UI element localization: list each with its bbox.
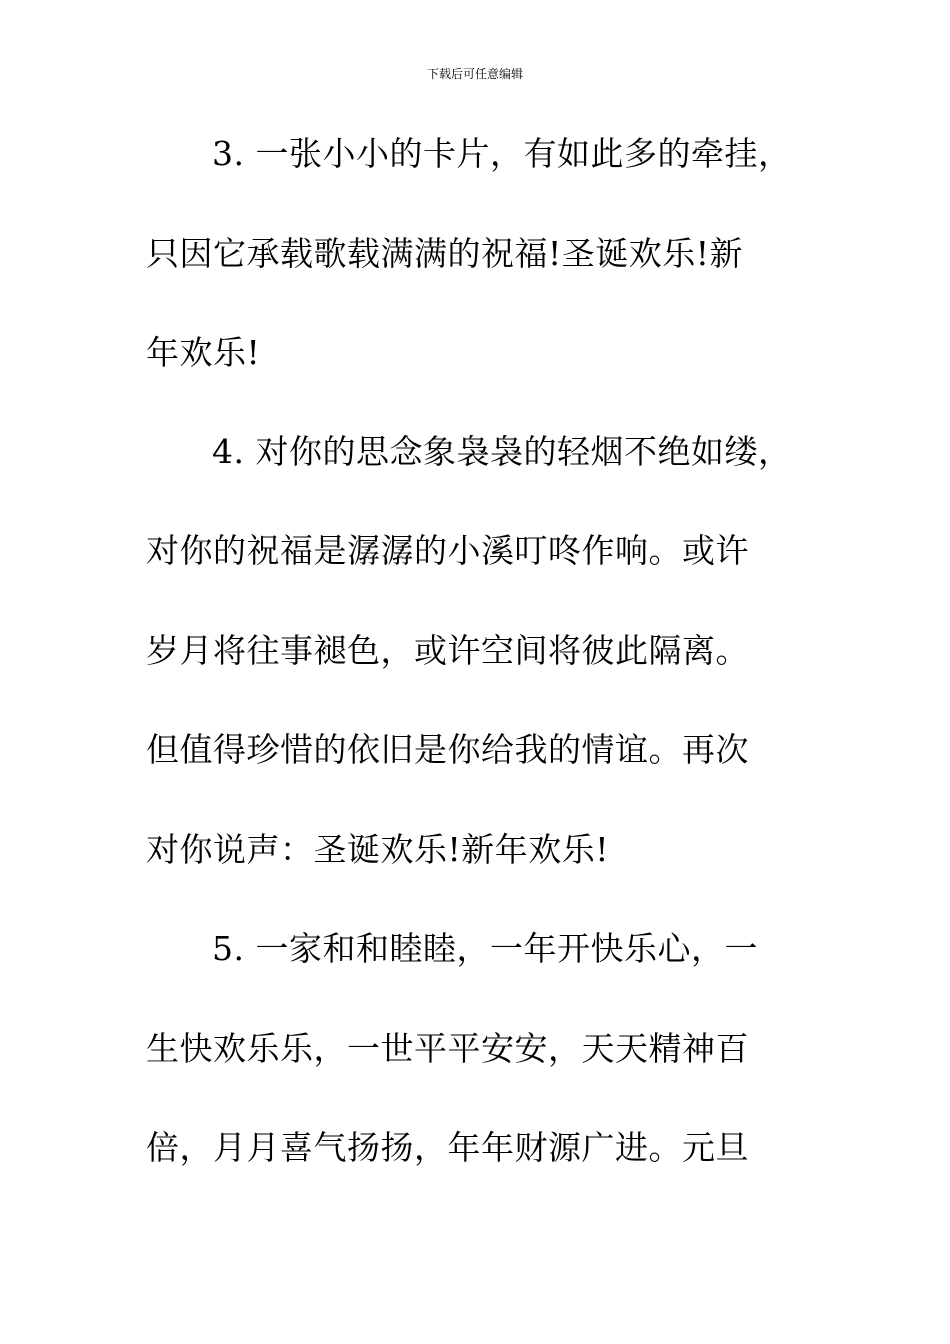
page-header: 下载后可任意编辑 — [426, 67, 523, 81]
paragraph-5-line-2: 生快欢乐乐，一世平平安安，天天精神百 — [146, 1029, 749, 1068]
paragraph-4-line-4: 但值得珍惜的依旧是你给我的情谊。再次 — [146, 730, 749, 769]
paragraph-5-line-3: 倍，月月喜气扬扬，年年财源广进。元旦 — [146, 1128, 749, 1167]
paragraph-4-line-2: 对你的祝福是潺潺的小溪叮咚作响。或许 — [146, 531, 749, 570]
paragraph-4-line-3: 岁月将往事褪色，或许空间将彼此隔离。 — [146, 631, 749, 670]
paragraph-4-line-5: 对你说声：圣诞欢乐!新年欢乐! — [146, 830, 610, 869]
paragraph-5-line-1: 5. 一家和和睦睦，一年开快乐心，一 — [212, 929, 758, 968]
paragraph-3-line-2: 只因它承载歌载满满的祝福!圣诞欢乐!新 — [146, 234, 744, 273]
paragraph-3-line-1: 3. 一张小小的卡片，有如此多的牵挂， — [212, 134, 792, 173]
paragraph-3-line-3: 年欢乐! — [146, 333, 261, 372]
paragraph-4-line-1: 4. 对你的思念象袅袅的轻烟不绝如缕， — [212, 432, 792, 471]
